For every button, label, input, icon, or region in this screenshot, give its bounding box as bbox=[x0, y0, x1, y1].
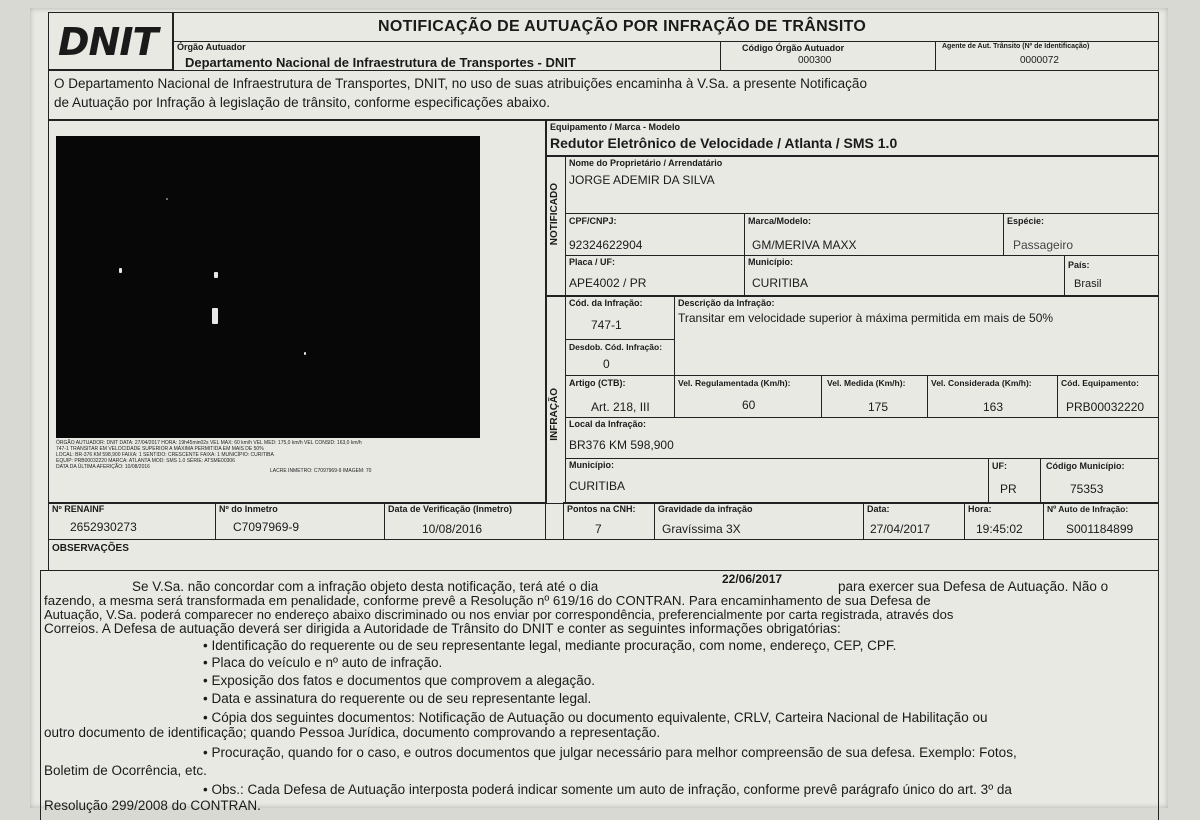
marca-value: GM/MERIVA MAXX bbox=[752, 238, 857, 252]
desdob-value: 0 bbox=[603, 357, 610, 371]
agente-label: Agente de Aut. Trânsito (Nº de Identificação) bbox=[942, 43, 1090, 50]
requirement-1: • Identificação do requerente ou de seu representante legal, mediante procuração, com nome, endereço, CEP, CPF. bbox=[203, 638, 897, 653]
observacoes-label: OBSERVAÇÕES bbox=[52, 543, 129, 554]
gravidade-label: Gravidade da infração bbox=[658, 504, 753, 514]
descricao-label: Descrição da Infração: bbox=[678, 298, 775, 308]
codigo-orgao-label: Código Órgão Autuador bbox=[742, 43, 845, 53]
light-4 bbox=[304, 352, 306, 355]
dnit-logo: DNIT bbox=[58, 20, 158, 64]
requirement-6b: Boletim de Ocorrência, etc. bbox=[44, 763, 207, 778]
headlight-1 bbox=[214, 272, 218, 278]
requirement-4: • Data e assinatura do requerente ou de seu representante legal. bbox=[203, 691, 592, 706]
observacoes-box bbox=[48, 539, 1159, 571]
especie-value: Passageiro bbox=[1013, 238, 1074, 252]
nome-value: JORGE ADEMIR DA SILVA bbox=[569, 173, 715, 187]
document-title: NOTIFICAÇÃO DE AUTUAÇÃO POR INFRAÇÃO DE TRÂNSITO bbox=[378, 18, 867, 35]
pontos-label: Pontos na CNH: bbox=[567, 504, 636, 514]
camera-photo bbox=[56, 136, 480, 438]
renainf-label: Nº RENAINF bbox=[52, 504, 105, 514]
photo-caption-2: 747-1 TRANSITAR EM VELOCIDADE SUPERIOR A MÁXIMA PERMITIDA EM MAIS DE 50% bbox=[56, 446, 264, 452]
vel-cons-value: 163 bbox=[983, 400, 1004, 414]
light-5 bbox=[166, 198, 168, 200]
defesa-line-3: Autuação, V.Sa. poderá comparecer no endereço abaixo discriminado ou nos enviar por correspondência, preferencialmente por carta registrada, através dos bbox=[44, 607, 954, 622]
defesa-line-1b: para exercer sua Defesa de Autuação. Não o bbox=[838, 579, 1109, 594]
auto-label: Nº Auto de Infração: bbox=[1047, 504, 1129, 514]
requirement-3: • Exposição dos fatos e documentos que comprovem a alegação. bbox=[203, 673, 595, 688]
data-value: 27/04/2017 bbox=[870, 522, 931, 536]
intro-line-2: de Autuação por Infração à legislação de trânsito, conforme especificações abaixo. bbox=[54, 95, 551, 110]
inf-municipio-box bbox=[565, 458, 989, 504]
headlight-3 bbox=[119, 268, 122, 273]
cpf-label: CPF/CNPJ: bbox=[569, 216, 617, 226]
cod-infracao-value: 747-1 bbox=[591, 318, 622, 332]
defesa-line-2: fazendo, a mesma será transformada em penalidade, conforme prevê a Resolução nº 619/16 do CONTRAN. Para encaminhamento de sua Defesa de bbox=[44, 593, 931, 608]
codigo-orgao-value: 000300 bbox=[798, 55, 832, 66]
placa-label: Placa / UF: bbox=[569, 257, 616, 267]
orgao-value: Departamento Nacional de Infraestrutura de Transportes - DNIT bbox=[185, 55, 576, 70]
equipamento-label: Equipamento / Marca - Modelo bbox=[550, 122, 681, 132]
intro-line-1: O Departamento Nacional de Infraestrutura de Transportes, DNIT, no uso de suas atribuições encaminha à V.Sa. a presente Notificação bbox=[54, 76, 867, 91]
agente-value: 0000072 bbox=[1020, 55, 1059, 66]
cod-infracao-label: Cód. da Infração: bbox=[569, 298, 643, 308]
notificado-section-label: NOTIFICADO bbox=[549, 183, 560, 246]
vel-cons-label: Vel. Considerada (Km/h): bbox=[931, 378, 1032, 388]
orgao-label: Órgão Autuador bbox=[177, 42, 246, 52]
requirement-5b: outro documento de identificação; quando Pessoa Jurídica, documento comprovando a representação. bbox=[44, 725, 661, 740]
desdob-label: Desdob. Cód. Infração: bbox=[569, 342, 663, 352]
placa-value: APE4002 / PR bbox=[569, 276, 647, 290]
renainf-value: 2652930273 bbox=[70, 520, 137, 534]
hora-label: Hora: bbox=[968, 504, 992, 514]
artigo-value: Art. 218, III bbox=[591, 400, 650, 414]
photo-caption-1: ÓRGÃO AUTUADOR: DNIT DATA: 27/04/2017 HORA: 19h45min02s VEL MAX: 60 km/h VEL MED: 175,0 km/h VEL CONSID: 163,0 km/h bbox=[56, 440, 362, 446]
vel-reg-label: Vel. Regulamentada (Km/h): bbox=[678, 378, 791, 388]
nome-label: Nome do Proprietário / Arrendatário bbox=[569, 158, 723, 168]
hora-value: 19:45:02 bbox=[976, 522, 1023, 536]
data-label: Data: bbox=[867, 504, 890, 514]
municipio-label: Município: bbox=[748, 257, 793, 267]
pontos-value: 7 bbox=[595, 522, 602, 536]
cod-equip-value: PRB00032220 bbox=[1066, 400, 1145, 414]
gravidade-value: Gravíssima 3X bbox=[662, 522, 741, 536]
inf-municipio-value: CURITIBA bbox=[569, 479, 626, 493]
requirement-7a: • Obs.: Cada Defesa de Autuação interposta poderá indicar somente um auto de infração, conforme prevê parágrafo único do art. 3º da bbox=[203, 782, 1012, 797]
pais-value: Brasil bbox=[1074, 278, 1102, 290]
vel-reg-value: 60 bbox=[742, 398, 756, 412]
notification-document bbox=[30, 8, 1168, 813]
cod-mun-label: Código Município: bbox=[1046, 461, 1125, 471]
cod-equip-label: Cód. Equipamento: bbox=[1061, 378, 1139, 388]
descricao-box bbox=[674, 296, 1159, 376]
requirement-2: • Placa do veículo e nº auto de infração. bbox=[203, 655, 443, 670]
defesa-line-1a: Se V.Sa. não concordar com a infração objeto desta notificação, terá até o dia bbox=[132, 579, 599, 594]
cod-mun-value: 75353 bbox=[1070, 482, 1104, 496]
municipio-value: CURITIBA bbox=[752, 276, 809, 290]
uf-label: UF: bbox=[992, 461, 1007, 471]
verif-label: Data de Verificação (Inmetro) bbox=[388, 504, 513, 514]
requirement-5a: • Cópia dos seguintes documentos: Notificação de Autuação ou documento equivalente, CRLV, Carteira Nacional de Habilitação ou bbox=[203, 710, 988, 725]
defesa-line-4: Correios. A Defesa de autuação deverá ser dirigida a Autoridade de Trânsito do DNIT e conter as seguintes informações obrigatórias: bbox=[44, 621, 841, 636]
pais-label: País: bbox=[1068, 260, 1090, 270]
local-value: BR376 KM 598,900 bbox=[569, 438, 674, 452]
especie-label: Espécie: bbox=[1007, 216, 1045, 226]
auto-value: S001184899 bbox=[1066, 522, 1134, 536]
vel-med-label: Vel. Medida (Km/h): bbox=[827, 378, 906, 388]
requirement-7b: Resolução 299/2008 do CONTRAN. bbox=[44, 798, 261, 813]
marca-label: Marca/Modelo: bbox=[748, 216, 812, 226]
defesa-deadline: 22/06/2017 bbox=[722, 572, 783, 586]
photo-caption-5: DATA DA ÚLTIMA AFERIÇÃO: 10/08/2016 bbox=[56, 464, 150, 470]
descricao-value: Transitar em velocidade superior à máxima permitida em mais de 50% bbox=[678, 311, 1054, 325]
requirement-6a: • Procuração, quando for o caso, e outros documentos que julgar necessário para melhor compreensão de sua defesa. Exemplo: Fotos, bbox=[203, 745, 1017, 760]
vel-med-value: 175 bbox=[868, 400, 889, 414]
inmetro-value: C7097969-9 bbox=[233, 520, 300, 534]
inf-municipio-label: Município: bbox=[569, 460, 614, 470]
cpf-value: 92324622904 bbox=[569, 238, 643, 252]
infracao-section-label: INFRAÇÃO bbox=[549, 388, 560, 441]
photo-caption-3: LOCAL: BR-376 KM 598,900 FAIXA: 1 SENTIDO: CRESCENTE FAIXA: 1 MUNICÍPIO: CURITIBA bbox=[56, 452, 274, 458]
headlight-2 bbox=[212, 308, 218, 324]
inmetro-label: Nº do Inmetro bbox=[219, 504, 278, 514]
uf-value: PR bbox=[1000, 482, 1017, 496]
local-label: Local da Infração: bbox=[569, 419, 647, 429]
photo-caption-4: EQUIP: PRB00032220 MARCA: ATLANTA MOD: SMS 1.0 SÉRIE: ATSME00306 bbox=[56, 458, 235, 464]
photo-caption-6: LACRE INMETRO: C7097969-9 IMAGEM: 70 bbox=[270, 468, 372, 474]
artigo-label: Artigo (CTB): bbox=[569, 378, 626, 388]
equipamento-value: Redutor Eletrônico de Velocidade / Atlanta / SMS 1.0 bbox=[550, 135, 898, 151]
verif-value: 10/08/2016 bbox=[422, 522, 483, 536]
